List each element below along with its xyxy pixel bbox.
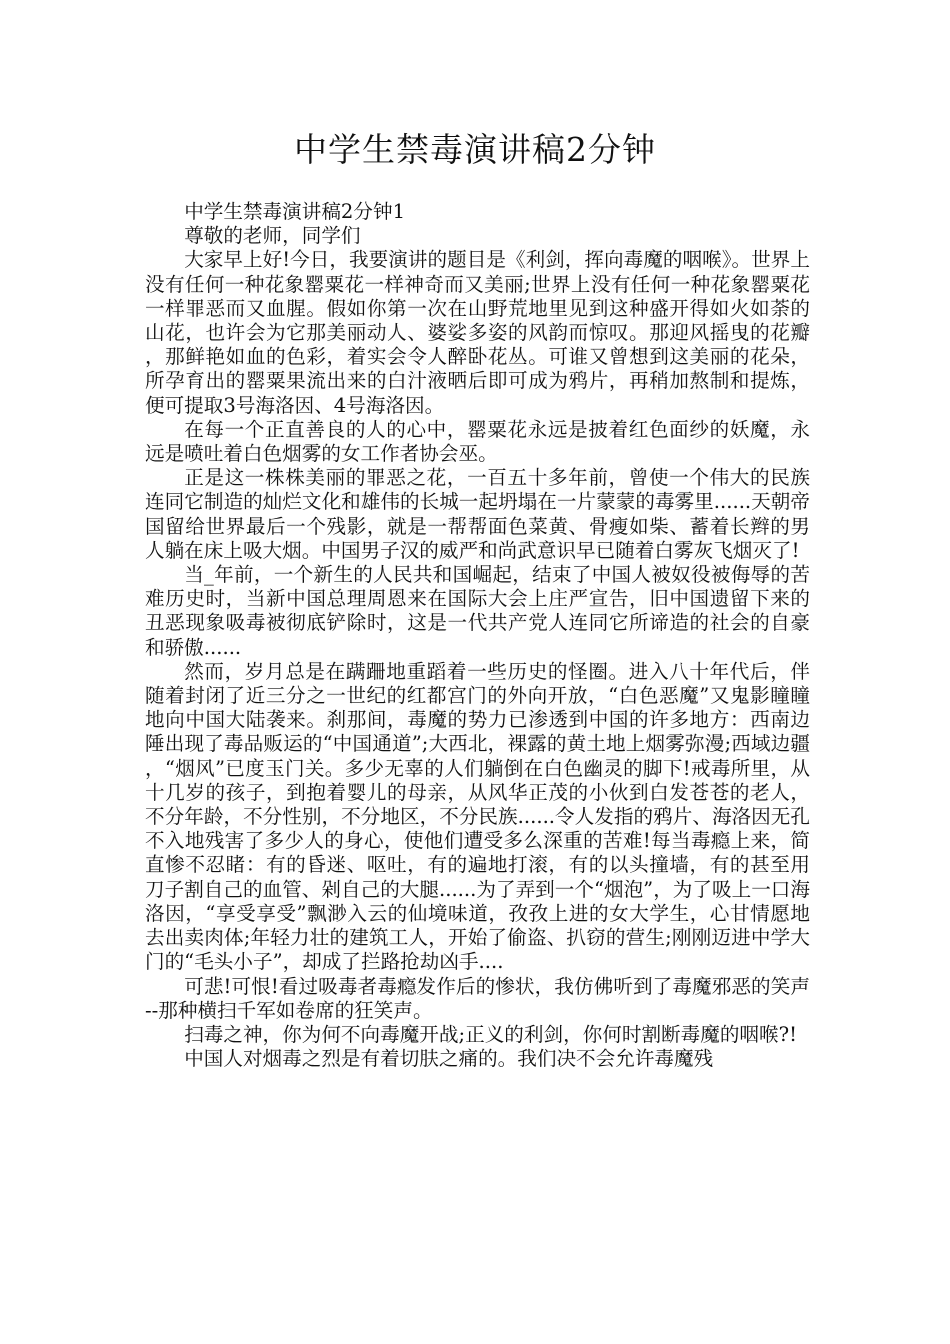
document-body [145, 200, 810, 1071]
body-paragraph: 当_年前，一个新生的人民共和国崛起，结束了中国人被奴役被侮辱的苦难历史时，当新中国总理周恩来在国际大会上庄严宣告，旧中国遗留下来的丑恶现象吸毒被彻底铲除时，这是一代共产党人连同它所谛造的社会的自豪和骄傲...... [145, 563, 810, 659]
body-paragraph: 扫毒之神，你为何不向毒魔开战;正义的利剑，你何时割断毒魔的咽喉?! [184, 1022, 797, 1046]
body-paragraph: 然而，岁月总是在蹒跚地重蹈着一些历史的怪圈。进入八十年代后，伴随着封闭了近三分之一世纪的红都宫门的外向开放，“白色恶魔”又鬼影瞳瞳地向中国大陆袭来。刹那间，毒魔的势力已渗透到中国的许多地方：西南边陲出现了毒品贩运的“中国通道”;大西北，裸露的黄土地上烟雾弥漫;西域边疆，“烟风”已度玉门关。多少无辜的人们躺倒在白色幽灵的脚下!戒毒所里，从十几岁的孩子，到抱着婴儿的母亲，从风华正茂的小伙到白发苍苍的老人，不分年龄，不分性别，不分地区，不分民族......令人发指的鸦片、海洛因无孔不入地残害了多少人的身心，使他们遭受多么深重的苦难!每当毒瘾上来，简直惨不忍睹：有的昏迷、呕吐，有的遍地打滚，有的以头撞墙，有的甚至用刀子割自己的血管、剁自己的大腿......为了弄到一个“烟泡”，为了吸上一口海洛因，“享受享受”飘渺入云的仙境味道，孜孜上进的女大学生，心甘情愿地去出卖肉体;年轻力壮的建筑工人，开始了偷盗、扒窃的营生;刚刚迈进中学大门的“毛头小子”，却成了拦路抢劫凶手.... [145, 659, 810, 974]
body-paragraph: 中国人对烟毒之烈是有着切肤之痛的。我们决不会允许毒魔残 [184, 1047, 714, 1071]
salutation-paragraph: 尊敬的老师，同学们 [184, 224, 361, 248]
subtitle-paragraph: 中学生禁毒演讲稿2分钟1 [184, 200, 406, 223]
body-paragraph: 在每一个正直善良的人的心中，罂粟花永远是披着红色面纱的妖魔，永远是喷吐着白色烟雾的女工作者协会巫。 [145, 417, 810, 466]
body-paragraph: 大家早上好!今日，我要演讲的题目是《利剑，挥向毒魔的咽喉》。世界上没有任何一种花象罂粟花一样神奇而又美丽;世界上没有任何一种花象罂粟花一样罪恶而又血腥。假如你第一次在山野荒地里见到这种盛开得如火如荼的山花，也许会为它那美丽动人、婆娑多姿的风韵而惊叹。那迎风摇曳的花瓣，那鲜艳如血的色彩，着实会令人醉卧花丛。可谁又曾想到这美丽的花朵，所孕育出的罂粟果流出来的白汁液晒后即可成为鸦片，再稍加熬制和提炼，便可提取3号海洛因、4号海洛因。 [145, 248, 810, 417]
body-paragraph: 可悲!可恨!看过吸毒者毒瘾发作后的惨状，我仿佛听到了毒魔邪恶的笑声--那种横扫千军如卷席的狂笑声。 [145, 974, 810, 1022]
document-title: 中学生禁毒演讲稿2分钟 [294, 130, 656, 169]
body-paragraph: 正是这一株株美丽的罪恶之花，一百五十多年前，曾使一个伟大的民族连同它制造的灿烂文化和雄伟的长城一起坍塌在一片蒙蒙的毒雾里......天朝帝国留给世界最后一个残影，就是一帮帮面色菜黄、骨瘦如柴、蓄着长辫的男人躺在床上吸大烟。中国男子汉的威严和尚武意识早已随着白雾灰飞烟灭了! [145, 466, 810, 562]
